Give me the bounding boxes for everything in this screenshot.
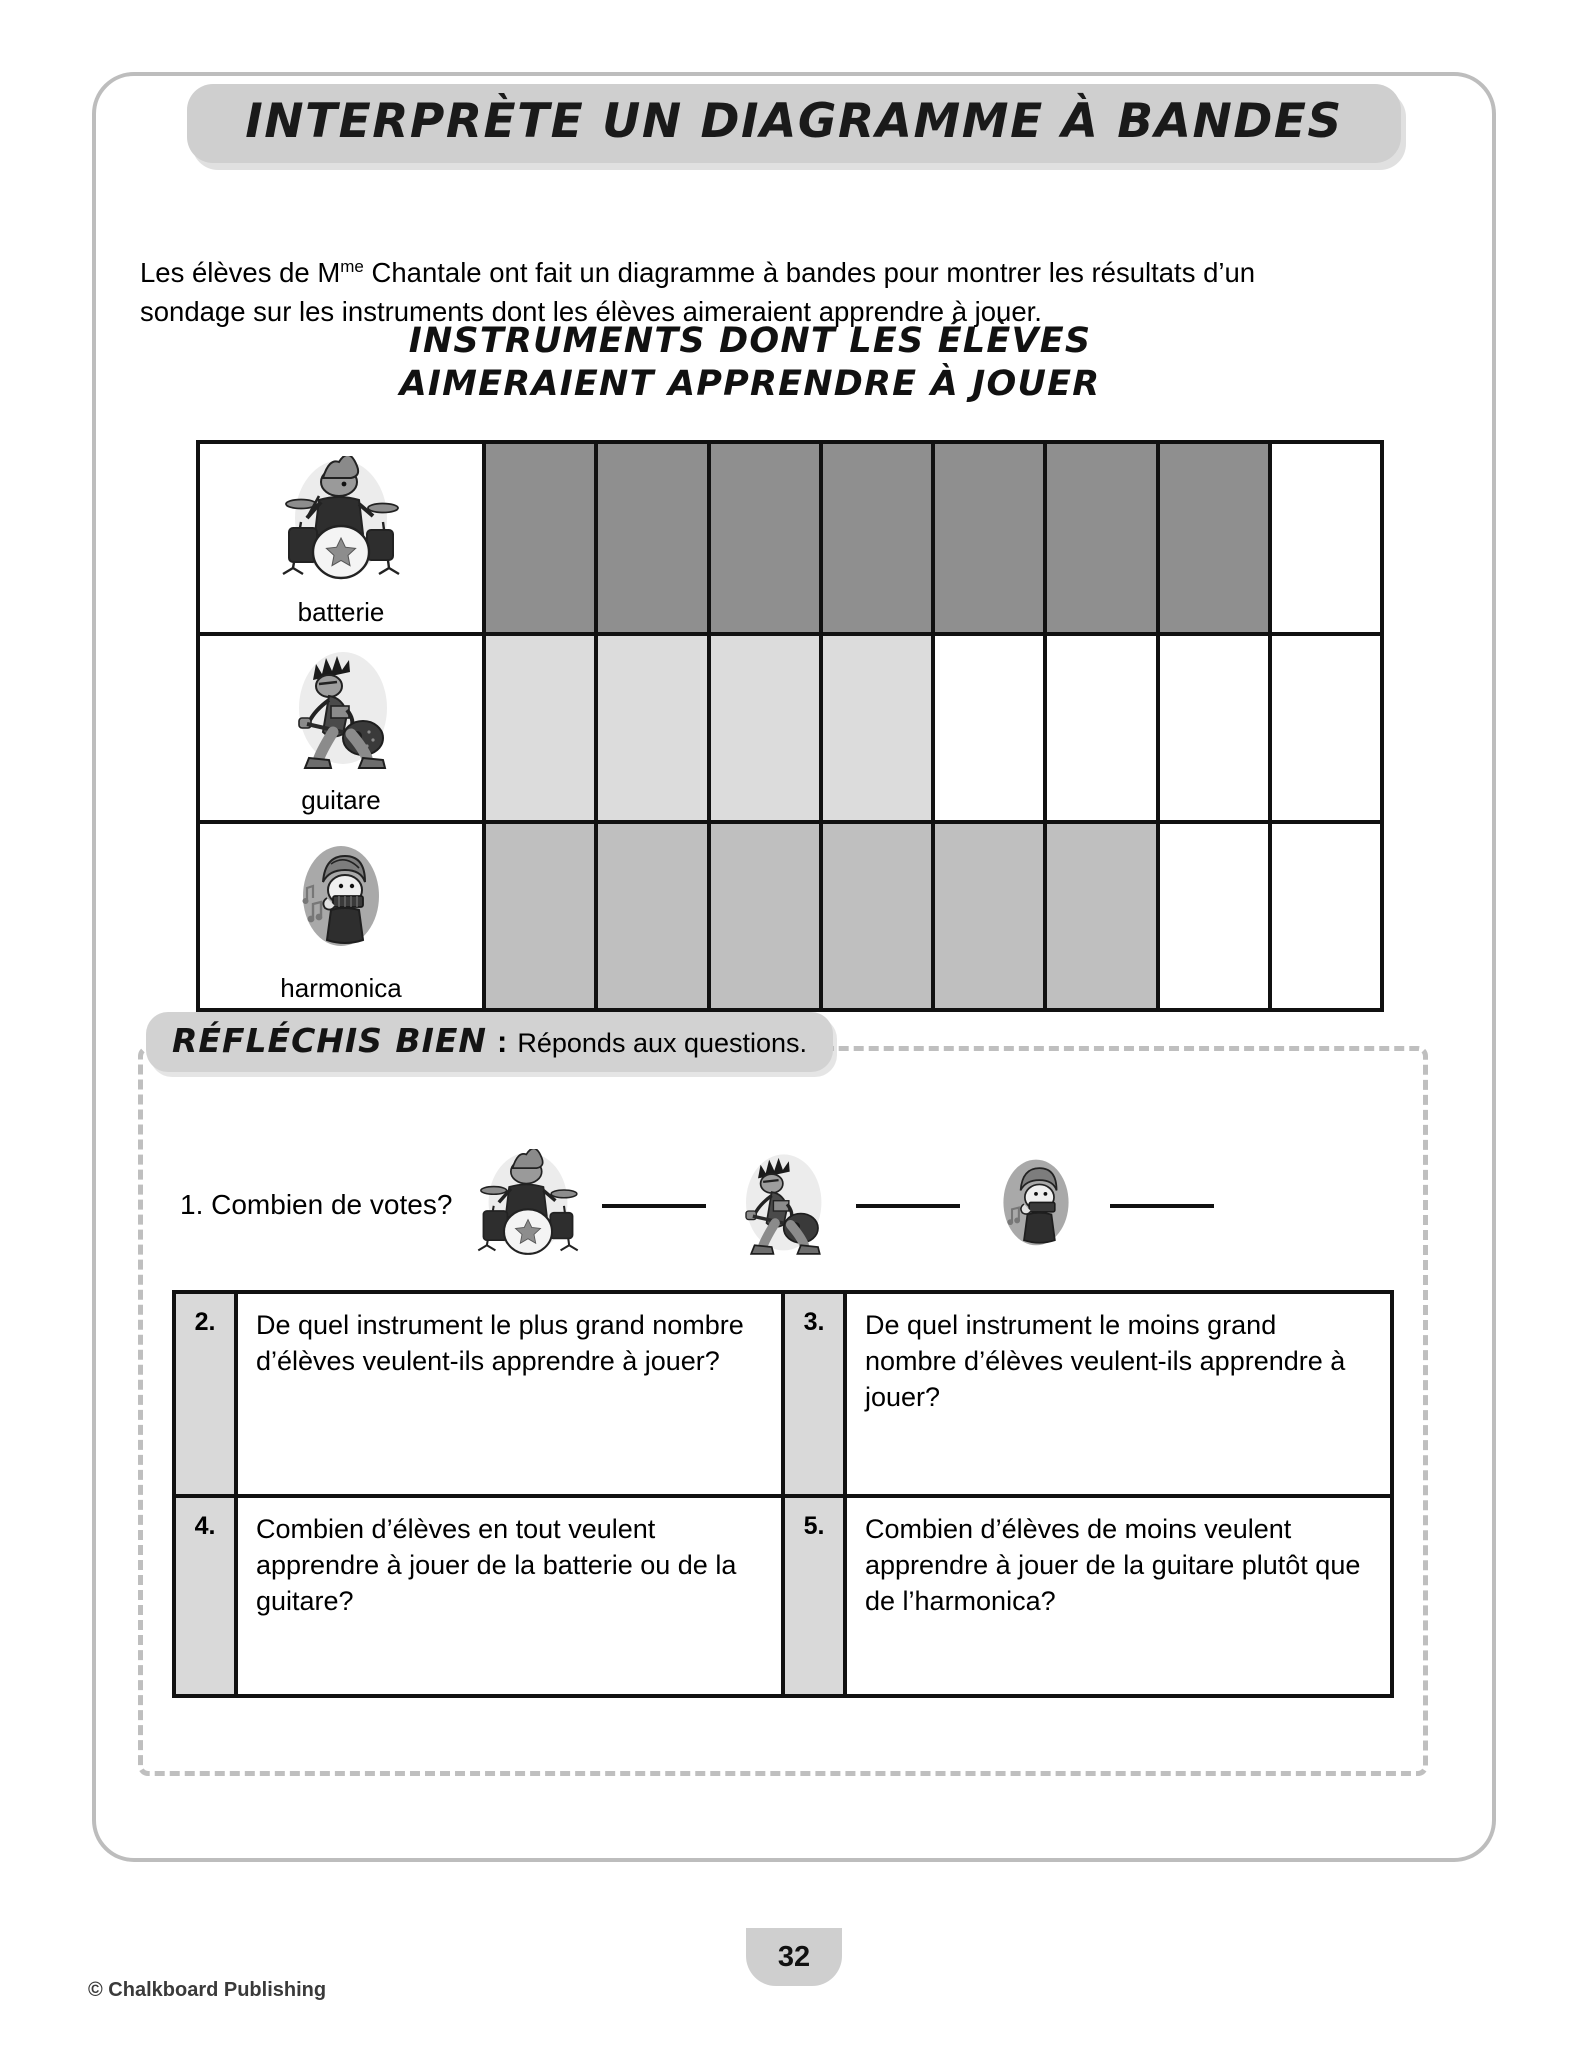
chart-cell bbox=[935, 824, 1047, 1008]
chart-cell bbox=[598, 444, 710, 632]
question-number: 2. bbox=[176, 1294, 238, 1494]
chart-cell bbox=[711, 444, 823, 632]
intro-text-before: Les élèves de M bbox=[140, 256, 341, 288]
harmonica-player-icon bbox=[974, 1143, 1098, 1267]
question-1-item-harmonica bbox=[974, 1143, 1228, 1267]
guitar-player-icon bbox=[200, 636, 482, 787]
reflect-banner-wrap bbox=[146, 1012, 833, 1072]
question-number: 3. bbox=[785, 1294, 847, 1494]
page-title-banner bbox=[0, 84, 1588, 163]
chart-cell bbox=[486, 636, 598, 820]
chart-cell bbox=[1272, 444, 1380, 632]
question-cell-4 bbox=[176, 1498, 785, 1694]
row-label-text: harmonica bbox=[280, 972, 402, 1003]
question-text: De quel instrument le moins grand nombre d’élèves veulent-ils apprendre à jouer? bbox=[865, 1310, 1346, 1412]
chart-cell bbox=[598, 636, 710, 820]
question-cell-2 bbox=[176, 1294, 785, 1494]
chart-cell bbox=[1047, 636, 1159, 820]
row-label-text: batterie bbox=[297, 596, 385, 627]
question-1-item-batterie bbox=[466, 1143, 720, 1267]
question-text: De quel instrument le plus grand nombre d’élèves veulent-ils apprendre à jouer? bbox=[256, 1310, 744, 1376]
page-number: 32 bbox=[777, 1940, 811, 1973]
chart-cell bbox=[598, 824, 710, 1008]
question-text: Combien d’élèves de moins veulent apprendre à jouer de la guitare plutôt que de l’harmonica? bbox=[865, 1514, 1361, 1616]
chart-cell bbox=[1160, 444, 1272, 632]
table-row bbox=[176, 1294, 1390, 1494]
chart-row bbox=[200, 632, 1380, 820]
question-number: 5. bbox=[785, 1498, 847, 1694]
chart-cell bbox=[1160, 824, 1272, 1008]
answer-line-guitare[interactable] bbox=[856, 1202, 960, 1208]
chart-cell bbox=[1272, 824, 1380, 1008]
chart-cell bbox=[935, 444, 1047, 632]
reflect-title: RÉFLÉCHIS BIEN bbox=[172, 1021, 488, 1060]
chart-title-line2: AIMERAIENT APPRENDRE À JOUER bbox=[399, 363, 1101, 404]
reflect-colon: : bbox=[497, 1024, 508, 1059]
answer-line-batterie[interactable] bbox=[602, 1202, 706, 1208]
page-title: INTERPRÈTE UN DIAGRAMME À BANDES bbox=[245, 94, 1343, 149]
chart-cell bbox=[823, 636, 935, 820]
page-number-tab bbox=[746, 1928, 842, 1986]
drum-kit-icon bbox=[466, 1143, 590, 1267]
row-label-text: guitare bbox=[301, 784, 381, 815]
chart-cell bbox=[1047, 444, 1159, 632]
chart-row bbox=[200, 444, 1380, 632]
chart-title bbox=[150, 320, 1350, 405]
question-cell-5 bbox=[785, 1498, 1390, 1694]
question-text: Combien d’élèves en tout veulent apprendre à jouer de la batterie ou de la guitare? bbox=[256, 1514, 737, 1616]
chart-cell bbox=[935, 636, 1047, 820]
chart-title-line1: INSTRUMENTS DONT LES ÉLÈVES bbox=[408, 321, 1092, 361]
chart-cells-batterie bbox=[486, 444, 1380, 632]
chart-cells-harmonica bbox=[486, 824, 1380, 1008]
question-1-text: 1. Combien de votes? bbox=[180, 1189, 453, 1220]
row-label-harmonica bbox=[200, 824, 486, 1008]
questions-table bbox=[172, 1290, 1394, 1698]
drum-kit-icon bbox=[200, 444, 482, 599]
chart-cell bbox=[486, 444, 598, 632]
harmonica-player-icon bbox=[200, 824, 482, 975]
intro-text-after: Chantale ont fait un diagramme à bandes pour montrer les résultats d’un sondage sur les instruments dont les élèves aimeraient apprendre à jouer. bbox=[140, 256, 1256, 327]
row-label-guitare bbox=[200, 636, 486, 820]
chart-cell bbox=[823, 824, 935, 1008]
row-label-batterie bbox=[200, 444, 486, 632]
chart-cell bbox=[823, 444, 935, 632]
reflect-banner bbox=[146, 1012, 833, 1072]
chart-cell bbox=[1272, 636, 1380, 820]
table-row bbox=[176, 1494, 1390, 1694]
reflect-subtitle: Réponds aux questions. bbox=[517, 1028, 808, 1058]
mme-superscript: me bbox=[340, 256, 364, 276]
question-1-item-guitare bbox=[720, 1143, 974, 1267]
chart-row bbox=[200, 820, 1380, 1008]
answer-line-harmonica[interactable] bbox=[1110, 1202, 1214, 1208]
chart-cell bbox=[486, 824, 598, 1008]
guitar-player-icon bbox=[720, 1143, 844, 1267]
title-pill bbox=[187, 84, 1401, 163]
question-number: 4. bbox=[176, 1498, 238, 1694]
question-cell-3 bbox=[785, 1294, 1390, 1494]
bar-chart bbox=[196, 440, 1384, 1012]
chart-cells-guitare bbox=[486, 636, 1380, 820]
copyright-notice: © Chalkboard Publishing bbox=[88, 1979, 327, 2001]
intro-paragraph bbox=[140, 253, 1330, 331]
chart-cell bbox=[711, 636, 823, 820]
chart-cell bbox=[1047, 824, 1159, 1008]
chart-cell bbox=[1160, 636, 1272, 820]
question-1-row bbox=[180, 1140, 1400, 1270]
chart-cell bbox=[711, 824, 823, 1008]
